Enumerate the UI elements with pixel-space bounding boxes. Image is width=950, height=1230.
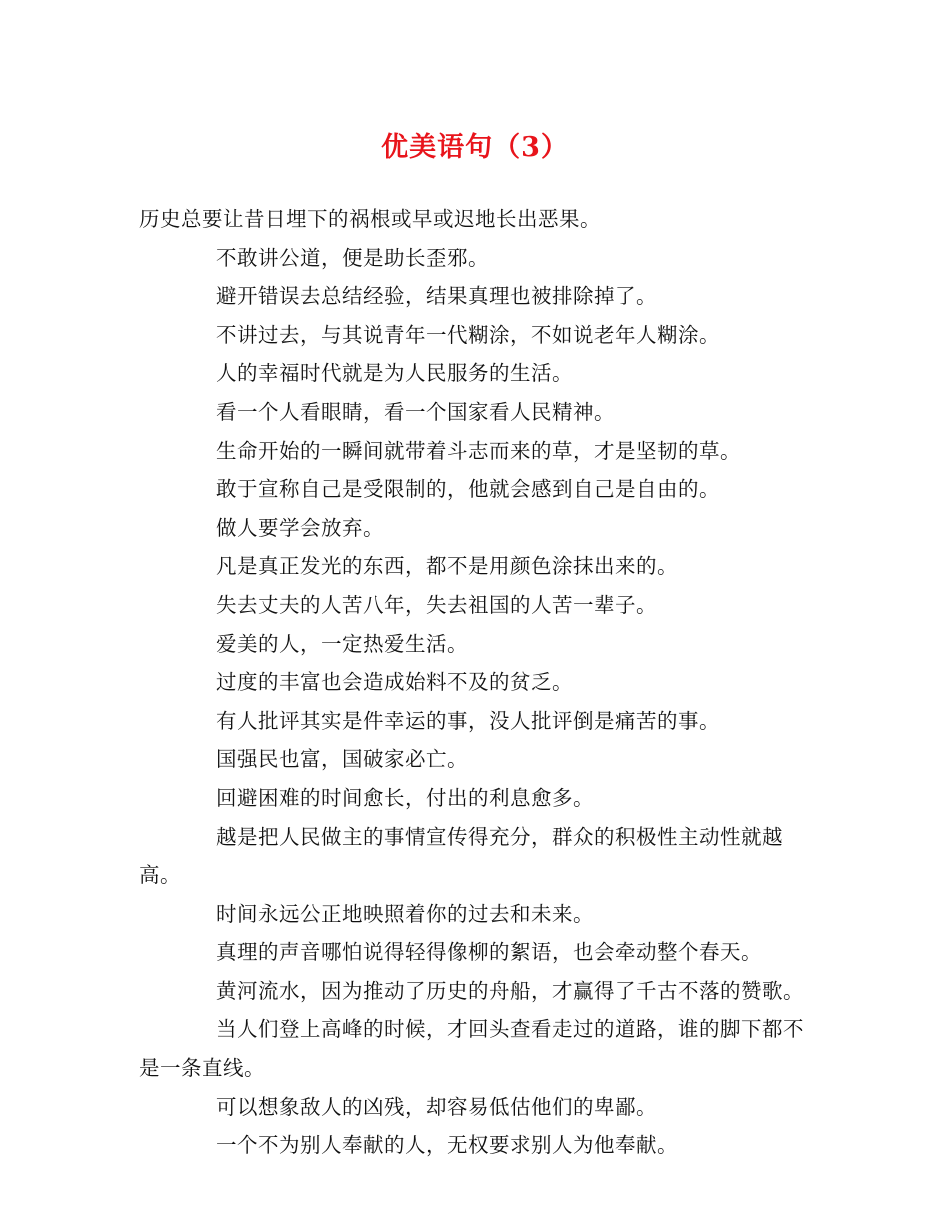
quote-paragraph: 敢于宣称自己是受限制的，他就会感到自己是自由的。 — [216, 477, 720, 502]
quote-paragraph: 当人们登上高峰的时候，才回头查看走过的道路，谁的脚下都不是一条直线。 — [139, 1017, 804, 1081]
quote-paragraph: 避开错误去总结经验，结果真理也被排除掉了。 — [216, 284, 657, 309]
quote-paragraph: 国强民也富，国破家必亡。 — [216, 747, 468, 772]
quote-paragraph: 凡是真正发光的东西，都不是用颜色涂抹出来的。 — [216, 554, 678, 579]
quote-paragraph: 真理的声音哪怕说得轻得像柳的絮语，也会牵动整个春天。 — [216, 940, 762, 965]
quote-paragraph: 一个不为别人奉献的人，无权要求别人为他奉献。 — [216, 1133, 678, 1158]
quote-paragraph: 有人批评其实是件幸运的事，没人批评倒是痛苦的事。 — [216, 708, 720, 733]
quote-paragraph: 历史总要让昔日埋下的祸根或早或迟地长出恶果。 — [139, 207, 601, 231]
quote-paragraph: 生命开始的一瞬间就带着斗志而来的草，才是坚韧的草。 — [216, 438, 741, 463]
quote-paragraph: 人的幸福时代就是为人民服务的生活。 — [216, 361, 573, 386]
quote-paragraph: 爱美的人，一定热爱生活。 — [216, 631, 468, 656]
page-title: 优美语句（3） — [381, 132, 569, 163]
quote-paragraph: 做人要学会放弃。 — [216, 515, 384, 540]
quote-paragraph: 失去丈夫的人苦八年，失去祖国的人苦一辈子。 — [216, 592, 657, 617]
quote-paragraph: 不讲过去，与其说青年一代糊涂，不如说老年人糊涂。 — [216, 322, 720, 347]
quote-paragraph: 回避困难的时间愈长，付出的利息愈多。 — [216, 785, 594, 810]
document-body — [139, 200, 819, 1165]
quote-paragraph: 过度的丰富也会造成始料不及的贫乏。 — [216, 670, 573, 695]
quote-paragraph: 不敢讲公道，便是助长歪邪。 — [216, 245, 489, 270]
quote-paragraph: 时间永远公正地映照着你的过去和未来。 — [216, 901, 594, 926]
quote-paragraph: 越是把人民做主的事情宣传得充分，群众的积极性主动性就越高。 — [139, 824, 783, 888]
quote-paragraph: 看一个人看眼睛，看一个国家看人民精神。 — [216, 399, 615, 424]
quote-paragraph: 可以想象敌人的凶残，却容易低估他们的卑鄙。 — [216, 1094, 657, 1119]
quote-paragraph: 黄河流水，因为推动了历史的舟船，才赢得了千古不落的赞歌。 — [216, 978, 804, 1003]
